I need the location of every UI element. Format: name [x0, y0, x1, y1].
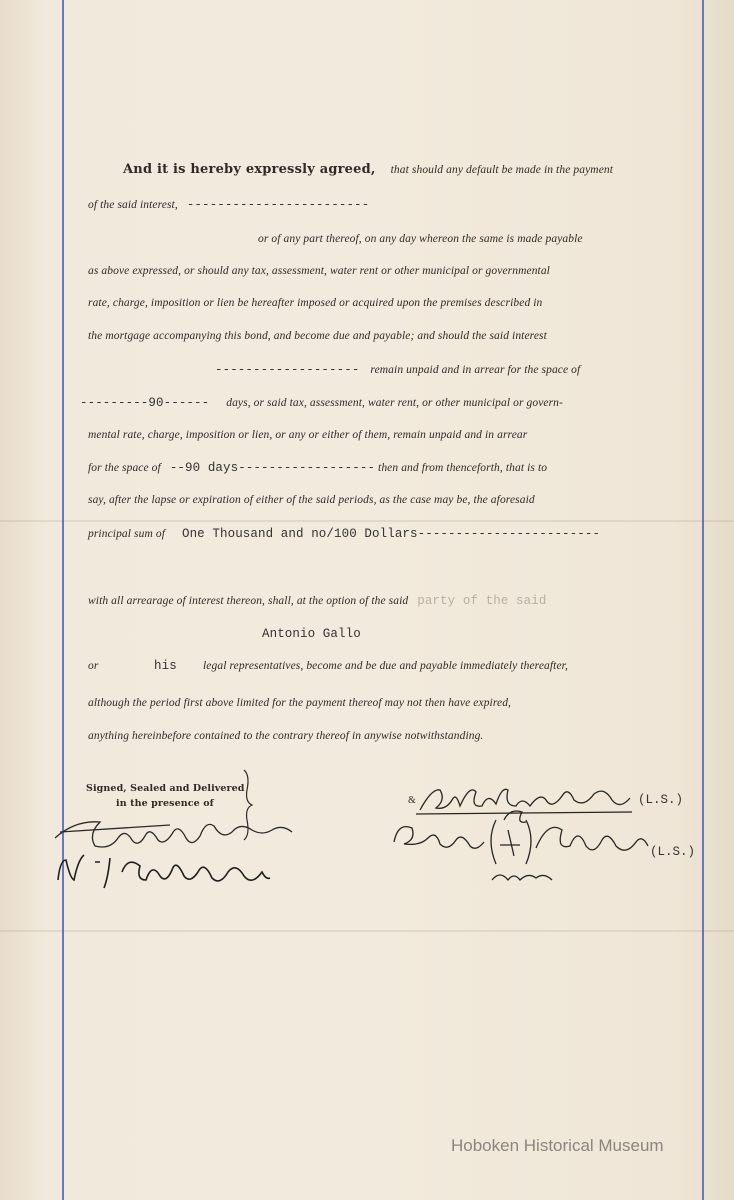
- ampersand: &: [408, 795, 416, 806]
- clause-text: legal representatives, become and be due and payable immediately thereafter,: [203, 660, 568, 672]
- typed-dashes: -------------------: [215, 363, 360, 377]
- witness-signature-1: [55, 822, 292, 847]
- clause-text: principal sum of: [88, 528, 165, 540]
- typed-days: --90 days------------------: [169, 461, 376, 475]
- clause-text: of the said interest,: [88, 199, 178, 211]
- intro-bold-text: And it is hereby expressly agreed,: [123, 162, 376, 177]
- clause-text: then and from thenceforth, that is to: [378, 462, 548, 474]
- typed-days: ---------90------: [80, 396, 210, 410]
- typed-pronoun: his: [154, 659, 177, 673]
- clause-text: say, after the lapse or expiration of either of the said periods, as the case may be, the aforesaid: [88, 494, 535, 506]
- clause-text: mental rate, charge, imposition or lien, or any or either of them, remain unpaid and in arrear: [88, 429, 528, 441]
- typed-principal-sum: One Thousand and no/100 Dollars------------------------: [181, 527, 601, 541]
- clause-text: or of any part thereof, on any day whereon the same is made payable: [258, 233, 583, 245]
- faint-text: party of the said: [417, 594, 547, 608]
- typed-dashes: ------------------------: [186, 198, 370, 212]
- clause-text: as above expressed, or should any tax, assessment, water rent or other municipal or governmental: [88, 265, 550, 277]
- clause-text: anything hereinbefore contained to the contrary thereof in anywise notwithstanding.: [88, 730, 484, 742]
- clause-text: although the period first above limited for the payment thereof may not then have expired,: [88, 697, 512, 709]
- clause-text: with all arrearage of interest thereon, shall, at the option of the said: [88, 595, 409, 607]
- clause-text: days, or said tax, assessment, water rent, or other municipal or govern-: [226, 397, 563, 409]
- clause-text: that should any default be made in the payment: [390, 164, 614, 176]
- clause-text: remain unpaid and in arrear for the space of: [370, 364, 581, 376]
- clause-text: for the space of: [88, 462, 161, 474]
- clause-text: rate, charge, imposition or lien be hereafter imposed or acquired upon the premises described in: [88, 297, 543, 309]
- clause-text: or: [88, 660, 99, 672]
- obligee-name: Antonio Gallo: [262, 627, 361, 641]
- watermark-text: Hoboken Historical Museum: [451, 1136, 664, 1155]
- ls-seal-2: (L.S.): [650, 845, 696, 859]
- clause-text: the mortgage accompanying this bond, and become due and payable; and should the said interest: [88, 330, 547, 342]
- signer-signature-1: [416, 789, 632, 814]
- witness-heading-1: Signed, Sealed and Delivered: [86, 783, 245, 794]
- signer-signature-2: [394, 811, 648, 880]
- witness-heading-2: in the presence of: [116, 798, 214, 809]
- witness-signature-2: [58, 855, 270, 888]
- ls-seal-1: (L.S.): [638, 793, 684, 807]
